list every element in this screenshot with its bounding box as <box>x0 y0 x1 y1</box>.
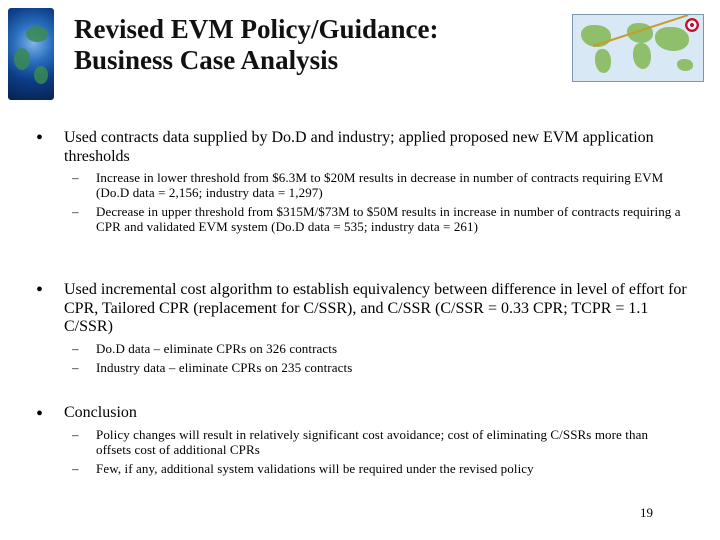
slide-title-line-2: Business Case Analysis <box>74 45 339 75</box>
globe-logo-icon <box>8 8 54 100</box>
bullet-2-text: Used incremental cost algorithm to establish equivalency between difference in level of effort for CPR, Tailored CPR (replacement for C/SSR), and C/SSR (C/SSR = 0.33 CPR; TCPR = 1.1 C/SSR) <box>64 281 687 335</box>
bullet-1-text: Used contracts data supplied by Do.D and industry; applied proposed new EVM application thresholds <box>64 129 654 165</box>
bullet-1-sub-1-marker: – <box>72 170 79 185</box>
bullet-2-sub-1-marker: – <box>72 341 79 356</box>
bullet-1-sub-2-marker: – <box>72 204 79 219</box>
slide-title-line-1: Revised EVM Policy/Guidance: <box>74 14 439 44</box>
bullet-3-text: Conclusion <box>64 404 137 421</box>
bullet-3-sub-2-marker: – <box>72 461 79 476</box>
slide-title <box>74 14 544 76</box>
map-frame <box>572 14 704 82</box>
bullet-1-sub-2-text: Decrease in upper threshold from $315M/$73M to $50M results in increase in number of contracts requiring a CPR and validated EVM system (Do.D data = 535; industry data = 261) <box>96 204 681 234</box>
page-number: 19 <box>640 505 653 520</box>
bullet-1-marker: • <box>36 127 44 149</box>
bullet-2-sub-2-text: Industry data – eliminate CPRs on 235 contracts <box>96 360 353 375</box>
bullet-3-sub-2-text: Few, if any, additional system validations will be required under the revised policy <box>96 461 534 476</box>
target-icon <box>685 18 699 32</box>
bullet-3-sub-1-text: Policy changes will result in relatively significant cost avoidance; cost of eliminating C/SSRs more than offsets cost of additional CPRs <box>96 427 649 457</box>
bullet-2-sub-1-text: Do.D data – eliminate CPRs on 326 contracts <box>96 341 338 356</box>
bullet-1-sub-1-text: Increase in lower threshold from $6.3M to $20M results in decrease in number of contracts requiring EVM (Do.D data = 2,156; industry data = 1,297) <box>96 170 664 200</box>
bullet-3-sub-1-marker: – <box>72 427 79 442</box>
bullet-2-marker: • <box>36 279 44 301</box>
world-map-icon <box>566 10 708 90</box>
bullet-3-marker: • <box>36 403 44 425</box>
bullet-2-sub-2-marker: – <box>72 360 79 375</box>
